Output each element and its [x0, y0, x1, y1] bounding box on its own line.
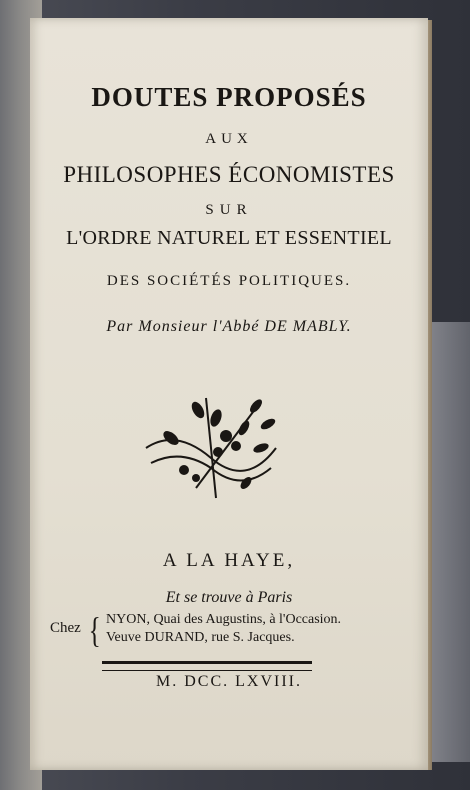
brace-icon: {: [88, 610, 101, 650]
dealer-durand: Veuve DURAND, rue S. Jacques.: [106, 630, 295, 645]
title-line-ordre: L'ORDRE NATUREL ET ESSENTIEL: [66, 227, 392, 249]
double-rule: [102, 661, 312, 671]
title-line-societes: DES SOCIÉTÉS POLITIQUES.: [106, 273, 352, 289]
publication-year: M. DCC. LXVIII.: [156, 673, 302, 690]
sold-in-line: Et se trouve à Paris: [165, 589, 293, 606]
book-title: DOUTES PROPOSÉS: [91, 82, 367, 112]
title-line-sur: SUR: [205, 202, 253, 218]
title-page: [30, 18, 428, 770]
title-line-aux: AUX: [205, 131, 253, 147]
dealers-block: [50, 610, 410, 654]
chez-label: Chez: [50, 620, 81, 636]
floral-wreath-icon: [136, 388, 286, 508]
dealer-nyon: NYON, Quai des Augustins, à l'Occasion.: [106, 612, 342, 627]
author-line: Par Monsieur l'Abbé DE MABLY.: [106, 318, 352, 335]
title-line-philosophes: PHILOSOPHES ÉCONOMISTES: [63, 162, 395, 187]
publication-place: A LA HAYE,: [162, 550, 296, 571]
